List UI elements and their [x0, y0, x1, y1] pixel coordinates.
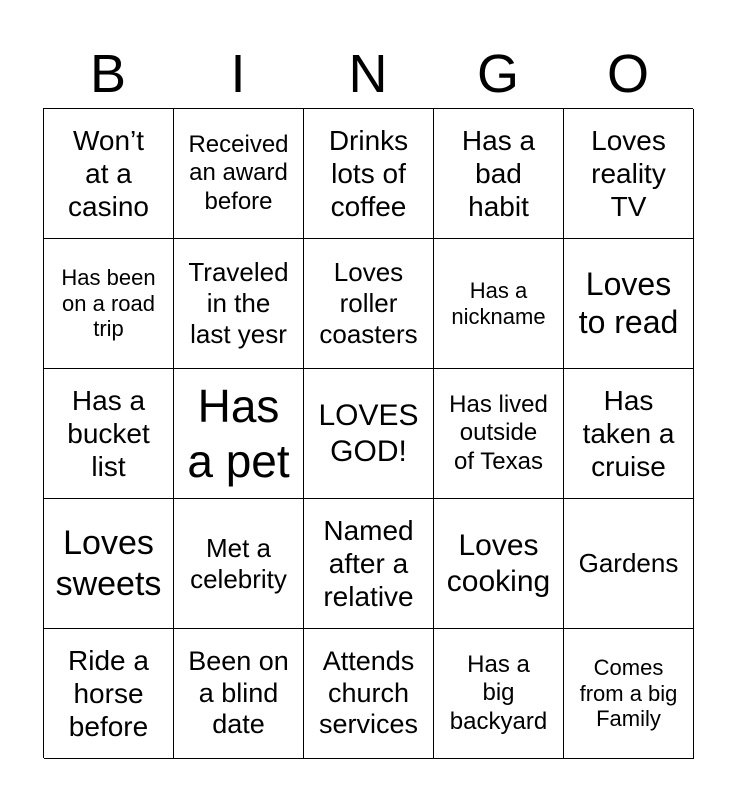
bingo-cell-label: Has a pet [187, 380, 290, 487]
bingo-cell-r5-c5[interactable] [564, 629, 694, 759]
bingo-cell-label: Has been on a road trip [61, 264, 156, 342]
bingo-cell-label: Attends church services [318, 645, 419, 740]
bingo-header [43, 40, 693, 108]
bingo-cell-r1-c4[interactable] [434, 109, 564, 239]
bingo-cell-r2-c3[interactable] [304, 239, 434, 369]
bingo-cell-r3-c2[interactable] [174, 369, 304, 499]
header-letter-i: I [230, 44, 246, 104]
bingo-cell-r5-c2[interactable] [174, 629, 304, 759]
bingo-cell-label: Has a big backyard [449, 651, 548, 735]
bingo-cell-r2-c2[interactable] [174, 239, 304, 369]
bingo-cell-label: Loves reality TV [591, 124, 666, 223]
bingo-cell-r3-c4[interactable] [434, 369, 564, 499]
bingo-cell-r2-c4[interactable] [434, 239, 564, 369]
bingo-cell-r1-c5[interactable] [564, 109, 694, 239]
bingo-cell-r4-c2[interactable] [174, 499, 304, 629]
bingo-cell-r5-c1[interactable] [44, 629, 174, 759]
bingo-cell-label: Loves to read [578, 265, 679, 340]
bingo-cell-label: Received an award before [188, 131, 289, 215]
bingo-cell-r3-c1[interactable] [44, 369, 174, 499]
bingo-cell-r3-c5[interactable] [564, 369, 694, 499]
bingo-cell-label: Has lived outside of Texas [449, 391, 548, 475]
bingo-cell-r5-c3[interactable] [304, 629, 434, 759]
bingo-cell-label: Traveled in the last yesr [188, 257, 289, 349]
bingo-cell-label: Has taken a cruise [582, 384, 675, 483]
bingo-cell-label: Has a bad habit [461, 124, 536, 223]
bingo-board [43, 108, 693, 758]
bingo-cell-label: Loves cooking [446, 529, 551, 598]
bingo-cell-r3-c3[interactable] [304, 369, 434, 499]
bingo-cell-label: Loves sweets [55, 524, 162, 603]
bingo-cell-r5-c4[interactable] [434, 629, 564, 759]
bingo-cell-label: Gardens [578, 548, 679, 579]
header-letter-g: G [476, 44, 519, 104]
bingo-cell-label: Met a celebrity [190, 532, 287, 594]
bingo-cell-label: Comes from a big Family [579, 654, 678, 732]
bingo-cell-r4-c1[interactable] [44, 499, 174, 629]
header-letter-n: N [348, 44, 388, 104]
bingo-cell-r4-c5[interactable] [564, 499, 694, 629]
bingo-cell-r2-c1[interactable] [44, 239, 174, 369]
bingo-cell-r4-c4[interactable] [434, 499, 564, 629]
bingo-cell-r4-c3[interactable] [304, 499, 434, 629]
bingo-cell-label: Drinks lots of coffee [328, 124, 409, 223]
bingo-cell-r1-c1[interactable] [44, 109, 174, 239]
bingo-cell-label: Loves roller coasters [319, 257, 418, 349]
bingo-cell-label: Has a bucket list [67, 384, 150, 483]
bingo-cell-r1-c3[interactable] [304, 109, 434, 239]
bingo-cell-label: Ride a horse before [68, 644, 149, 743]
bingo-cell-label: Won’t at a casino [68, 124, 149, 223]
bingo-cell-r2-c5[interactable] [564, 239, 694, 369]
bingo-cell-label: Named after a relative [323, 514, 414, 613]
header-letter-o: O [606, 44, 649, 104]
bingo-cell-r1-c2[interactable] [174, 109, 304, 239]
header-letter-b: B [89, 44, 127, 104]
bingo-cell-label: Been on a blind date [188, 645, 289, 740]
bingo-cell-label: LOVES GOD! [318, 399, 419, 468]
bingo-cell-label: Has a nickname [451, 277, 546, 329]
